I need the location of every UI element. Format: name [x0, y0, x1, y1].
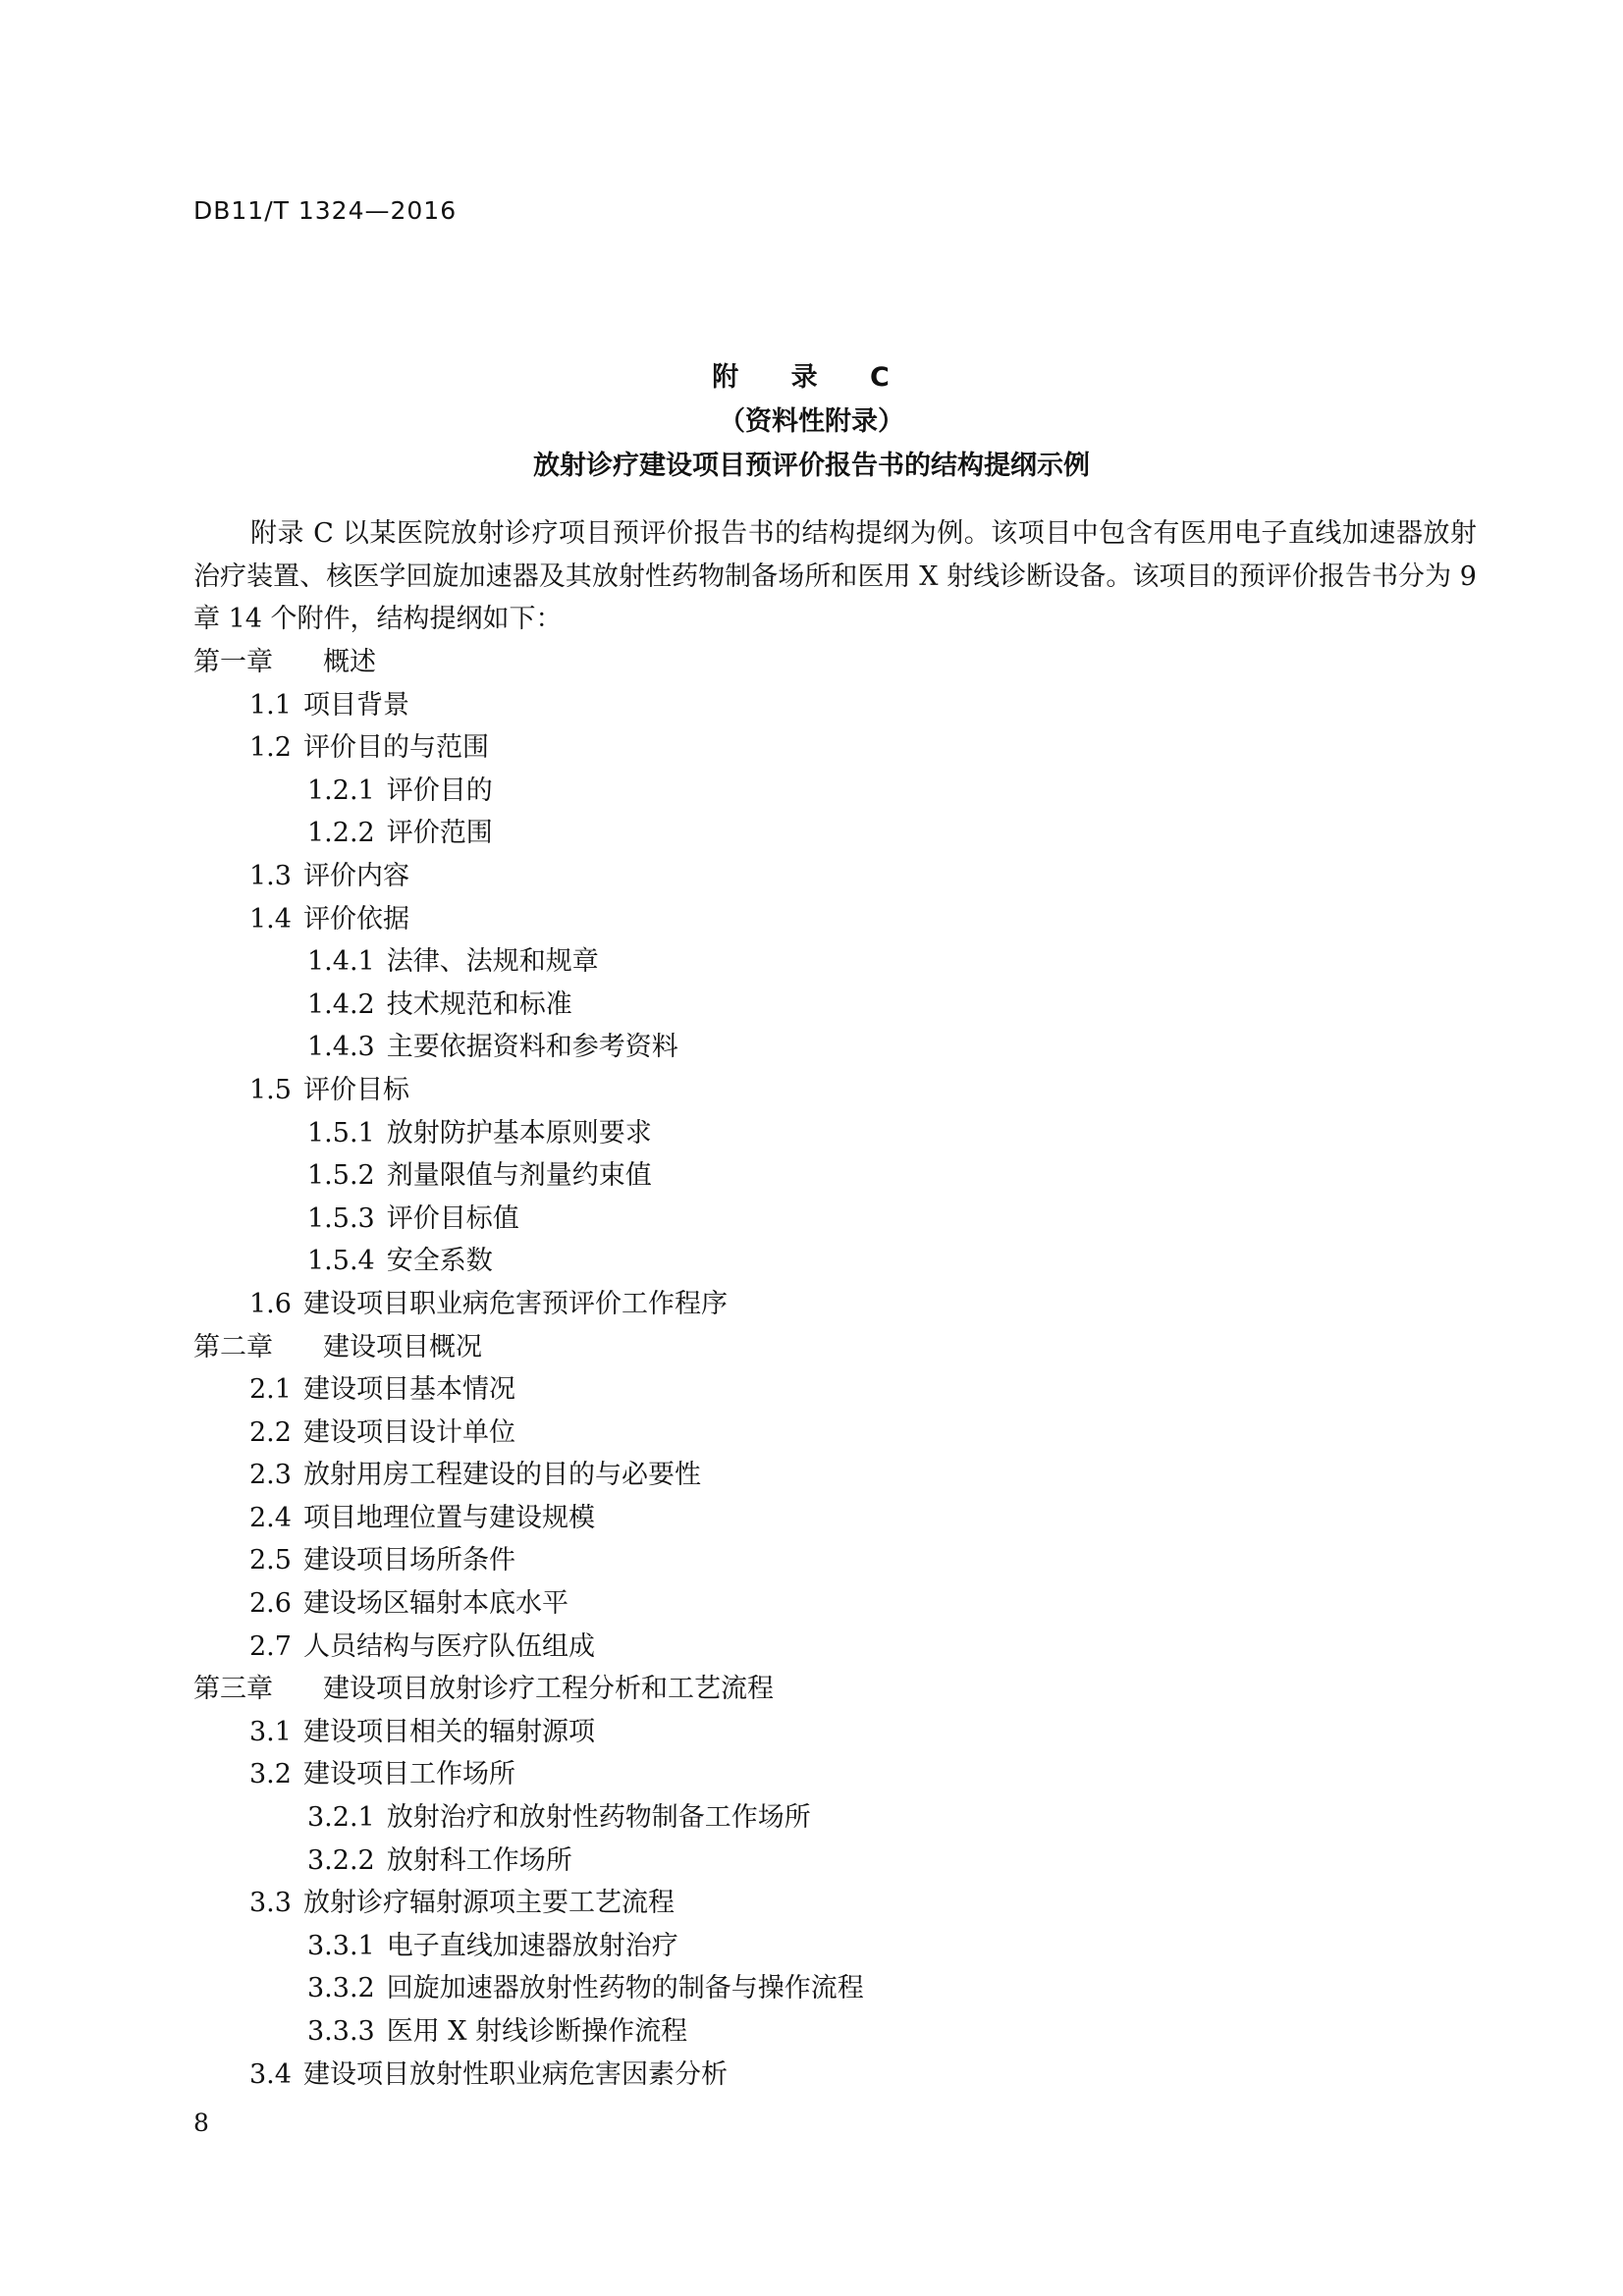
outline-section — [193, 1582, 1470, 1626]
outline-section — [193, 2054, 1470, 2097]
outline-section — [193, 1539, 1470, 1582]
outline-number: 1.4.1 — [307, 946, 375, 978]
outline-section — [193, 1711, 1470, 1754]
outline-section — [193, 1368, 1470, 1412]
outline-text: 放射治疗和放射性药物制备工作场所 — [386, 1802, 811, 1834]
outline-text: 建设项目基本情况 — [302, 1374, 515, 1406]
outline-text: 建设项目相关的辐射源项 — [302, 1716, 595, 1747]
outline-subsection — [193, 812, 1470, 855]
outline-text: 建设项目放射性职业病危害因素分析 — [302, 2058, 728, 2090]
outline-number: 3.2.2 — [307, 1844, 375, 1876]
outline-text: 建设项目概况 — [323, 1331, 482, 1362]
outline-subsection — [193, 940, 1470, 984]
outline-text: 项目地理位置与建设规模 — [302, 1502, 595, 1533]
outline-number: 1.3 — [249, 860, 292, 891]
outline-list — [193, 641, 1470, 2096]
outline-text: 技术规范和标准 — [386, 988, 572, 1020]
outline-subsection — [193, 1925, 1470, 1968]
outline-section — [193, 898, 1470, 941]
outline-subsection — [193, 1967, 1470, 2010]
outline-section — [193, 1069, 1470, 1112]
outline-text: 评价目标值 — [386, 1202, 519, 1234]
outline-subsection — [193, 1198, 1470, 1241]
outline-text: 人员结构与医疗队伍组成 — [302, 1630, 595, 1662]
outline-number: 第二章 — [193, 1331, 273, 1362]
intro-paragraph: 附录 C 以某医院放射诊疗项目预评价报告书的结构提纲为例。该项目中包含有医用电子直线加速器放射治疗装置、核医学回旋加速器及其放射性药物制备场所和医用 X 射线诊断设备。该项目的预评价报告书分为 9 章 14 个附件，结构提纲如下： — [193, 518, 1477, 634]
outline-number: 1.6 — [249, 1288, 292, 1319]
outline-text: 放射科工作场所 — [386, 1844, 572, 1876]
outline-subsection — [193, 1796, 1470, 1840]
outline-number: 3.2.1 — [307, 1802, 375, 1834]
appendix-type: （资料性附录） — [719, 406, 904, 437]
outline-number: 3.3.2 — [307, 1973, 375, 2004]
standard-code-header: DB11/T 1324—2016 — [193, 196, 458, 225]
outline-number: 1.5 — [249, 1074, 292, 1105]
outline-section — [193, 1753, 1470, 1796]
outline-text: 建设项目设计单位 — [302, 1416, 515, 1448]
outline-text: 法律、法规和规章 — [386, 946, 599, 978]
outline-subsection — [193, 1840, 1470, 1883]
outline-text: 建设项目场所条件 — [302, 1545, 515, 1576]
outline-number: 1.2.2 — [307, 818, 375, 849]
outline-section — [193, 1497, 1470, 1540]
outline-number: 1.5.1 — [307, 1117, 375, 1148]
outline-number: 2.1 — [249, 1374, 292, 1406]
outline-text: 主要依据资料和参考资料 — [386, 1032, 678, 1063]
outline-number: 3.3 — [249, 1888, 292, 1919]
outline-subsection — [193, 984, 1470, 1027]
outline-text: 评价范围 — [386, 818, 493, 849]
outline-number: 1.5.2 — [307, 1160, 375, 1192]
outline-number: 2.3 — [249, 1460, 292, 1491]
outline-number: 3.2 — [249, 1759, 292, 1790]
outline-text: 放射诊疗辐射源项主要工艺流程 — [302, 1888, 675, 1919]
outline-number: 3.3.1 — [307, 1930, 375, 1961]
outline-text: 评价内容 — [302, 860, 409, 891]
outline-chapter — [193, 641, 1470, 684]
outline-number: 1.4 — [249, 903, 292, 934]
outline-number: 1.5.3 — [307, 1202, 375, 1234]
outline-text: 评价依据 — [302, 903, 409, 934]
outline-section — [193, 855, 1470, 898]
outline-number: 3.4 — [249, 2058, 292, 2090]
outline-number: 3.3.3 — [307, 2016, 375, 2047]
appendix-title-block — [0, 355, 1623, 488]
outline-number: 2.2 — [249, 1416, 292, 1448]
outline-subsection — [193, 1154, 1470, 1198]
outline-text: 建设项目职业病危害预评价工作程序 — [302, 1288, 728, 1319]
outline-text: 回旋加速器放射性药物的制备与操作流程 — [386, 1973, 864, 2004]
outline-text: 建设项目放射诊疗工程分析和工艺流程 — [323, 1674, 774, 1705]
outline-section — [193, 1454, 1470, 1497]
outline-subsection — [193, 1240, 1470, 1283]
outline-subsection — [193, 1026, 1470, 1069]
outline-text: 项目背景 — [302, 689, 409, 721]
outline-number: 1.4.3 — [307, 1032, 375, 1063]
outline-number: 1.2 — [249, 732, 292, 764]
outline-text: 放射防护基本原则要求 — [386, 1117, 652, 1148]
outline-number: 2.7 — [249, 1630, 292, 1662]
outline-text: 放射用房工程建设的目的与必要性 — [302, 1460, 701, 1491]
outline-text: 剂量限值与剂量约束值 — [386, 1160, 652, 1192]
page-number: 8 — [193, 2109, 209, 2137]
appendix-title: 放射诊疗建设项目预评价报告书的结构提纲示例 — [533, 451, 1090, 481]
outline-number: 1.1 — [249, 689, 292, 721]
outline-number: 1.4.2 — [307, 988, 375, 1020]
outline-text: 建设场区辐射本底水平 — [302, 1588, 568, 1620]
outline-number: 2.5 — [249, 1545, 292, 1576]
outline-number: 2.4 — [249, 1502, 292, 1533]
outline-number: 1.2.1 — [307, 774, 375, 806]
outline-number: 第三章 — [193, 1674, 273, 1705]
outline-text: 评价目的与范围 — [302, 732, 489, 764]
outline-section — [193, 726, 1470, 770]
outline-text: 评价目的 — [386, 774, 493, 806]
appendix-label: 附 录 C — [712, 362, 911, 393]
outline-number: 3.1 — [249, 1716, 292, 1747]
outline-section — [193, 1283, 1470, 1326]
outline-text: 电子直线加速器放射治疗 — [386, 1930, 678, 1961]
outline-text: 建设项目工作场所 — [302, 1759, 515, 1790]
outline-subsection — [193, 2010, 1470, 2054]
outline-section — [193, 1412, 1470, 1455]
outline-text: 医用 X 射线诊断操作流程 — [386, 2016, 688, 2047]
outline-text: 概述 — [323, 647, 376, 677]
outline-section — [193, 684, 1470, 727]
outline-number: 第一章 — [193, 647, 273, 677]
outline-chapter — [193, 1668, 1470, 1711]
outline-section — [193, 1626, 1470, 1669]
outline-number: 1.5.4 — [307, 1246, 375, 1277]
outline-section — [193, 1882, 1470, 1925]
outline-text: 评价目标 — [302, 1074, 409, 1105]
outline-chapter — [193, 1326, 1470, 1369]
outline-text: 安全系数 — [386, 1246, 493, 1277]
outline-number: 2.6 — [249, 1588, 292, 1620]
outline-subsection — [193, 1112, 1470, 1155]
outline-subsection — [193, 770, 1470, 813]
